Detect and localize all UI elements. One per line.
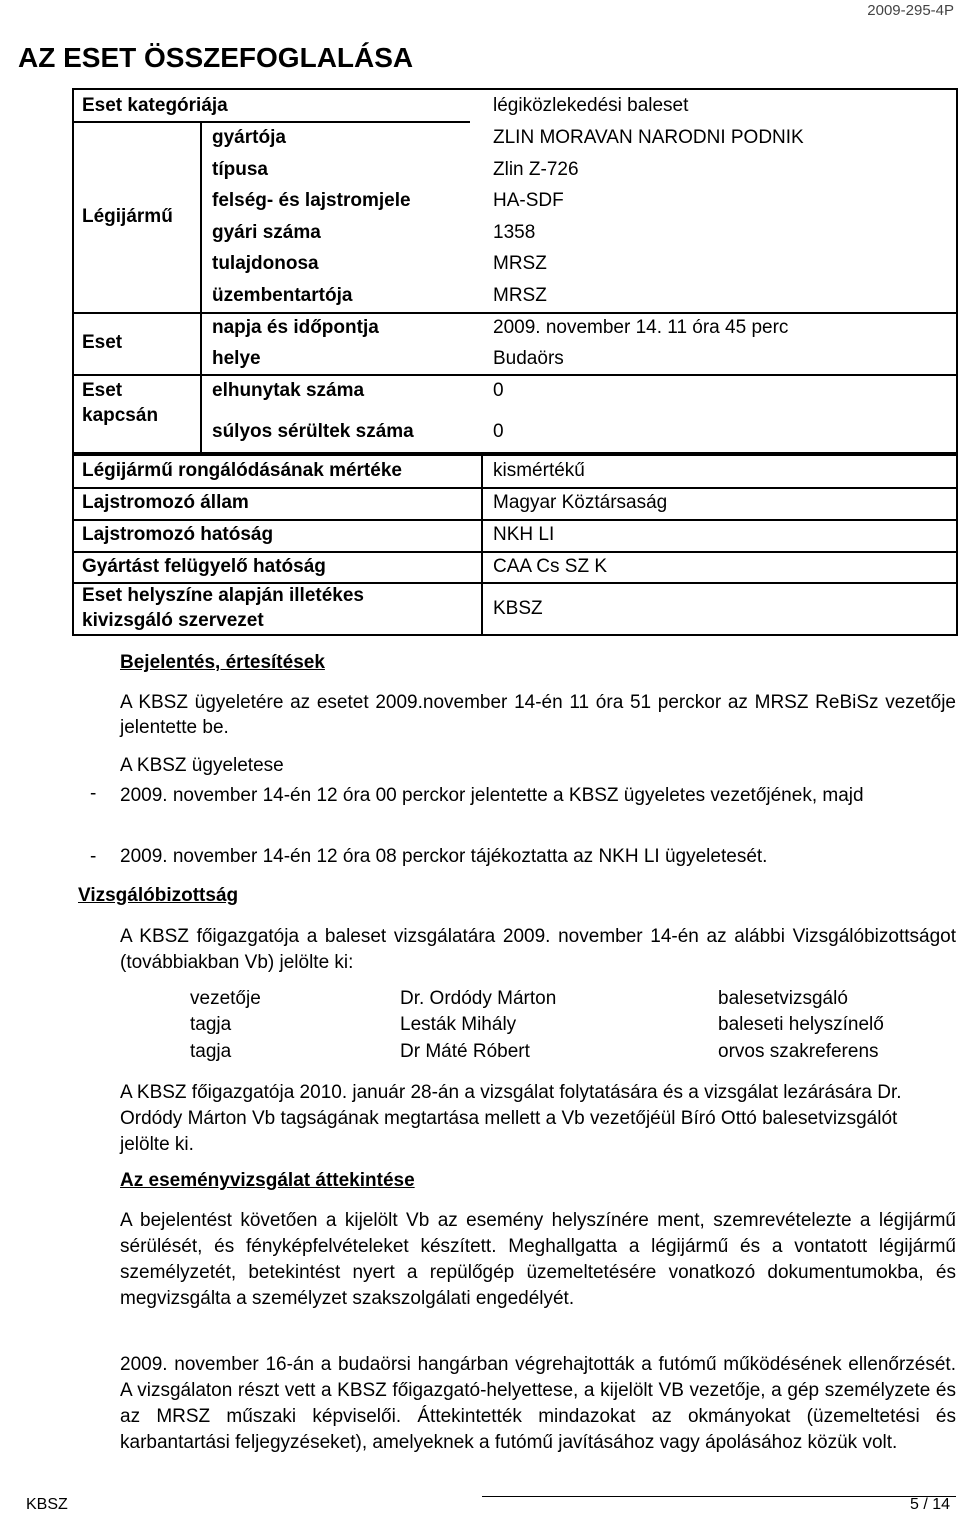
authority-label: kivizsgáló szervezet <box>82 610 264 631</box>
row-value: Zlin Z-726 <box>493 159 579 180</box>
summary-row-divider <box>72 121 470 123</box>
member-name: Dr Máté Róbert <box>400 1041 530 1062</box>
paragraph: 2009. november 16-án a budaörsi hangárban végrehajtották a futómű működésének ellenőrzését. A vizsgálaton részt vett a KBSZ főigazgató-helyettese, a kijelölt VB vezetője, a gép személyzete és az MRSZ műszaki képviselői. Áttekintették mindazokat az okmányokat (üzemeltetési és karbantartási feljegyzéseket), amelyeknek a futómű javításához vagy ápolásához közük volt. <box>120 1354 956 1453</box>
eset-group-label: Eset <box>82 332 123 353</box>
list-bullet: - <box>90 783 97 804</box>
authority-label: Lajstromozó hatóság <box>82 524 274 545</box>
summary-row-divider <box>72 312 958 314</box>
member-title: orvos szakreferens <box>718 1041 879 1062</box>
footer-rule <box>482 1496 956 1497</box>
authority-row-divider <box>72 551 958 553</box>
authority-label: Lajstromozó állam <box>82 492 249 513</box>
row-label: súlyos sérültek száma <box>212 421 414 442</box>
authority-value: CAA Cs SZ K <box>493 556 608 577</box>
row-value: 0 <box>493 380 504 401</box>
row-label: elhunytak száma <box>212 380 365 401</box>
authority-row-divider <box>72 582 958 584</box>
footer-org: KBSZ <box>26 1496 68 1513</box>
paragraph: A KBSZ főigazgatója a baleset vizsgálatára 2009. november 14-én az alábbi Vizsgálóbizottságot (továbbiakban Vb) jelölte ki: <box>120 926 956 973</box>
row-value: 1358 <box>493 222 536 243</box>
member-name: Dr. Ordódy Márton <box>400 988 557 1009</box>
authority-column-divider <box>481 454 483 636</box>
authority-row-divider <box>72 487 958 489</box>
row-label: felség- és lajstromjele <box>212 190 411 211</box>
row-label: tulajdonosa <box>212 253 319 274</box>
authority-value: KBSZ <box>493 598 543 619</box>
authority-value: NKH LI <box>493 524 555 545</box>
page-title: AZ ESET ÖSSZEFOGLALÁSA <box>18 42 414 73</box>
paragraph: A bejelentést követően a kijelölt Vb az esemény helyszínére ment, szemrevételezte a légijármű sérülését, és fényképfelvételeket készített. Meghallgatta a légijármű és a vontatott légijármű személyzetét, betekintést nyert a repülőgép üzemeltetésére vonatkozó dokumentumokba, és megvizsgálta a személyzet szakszolgálati engedélyét. <box>120 1210 956 1309</box>
paragraph: A KBSZ főigazgatója 2010. január 28-án a vizsgálat folytatására és a vizsgálat lezárására Dr. Ordódy Márton Vb tagságának megtartása mellett a Vb vezetőjéül Bíró Ottó balesetvizsgálót jelölte ki. <box>120 1082 902 1155</box>
member-role: tagja <box>190 1014 232 1035</box>
row-value: Budaörs <box>493 348 564 369</box>
authority-row-divider <box>72 519 958 521</box>
row-label: helye <box>212 348 261 369</box>
eset-kategoria-value: légiközlekedési baleset <box>493 95 689 116</box>
kapcsan-group-label: Eset <box>82 380 123 401</box>
authority-label: Légijármű rongálódásának mértéke <box>82 460 402 481</box>
paragraph: A KBSZ ügyeletére az esetet 2009.november 14-én 11 óra 51 perckor az MRSZ ReBiSz vezetője jelentette be. <box>120 692 956 738</box>
member-role: tagja <box>190 1041 232 1062</box>
summary-group-divider <box>200 121 202 454</box>
section-heading-vizsgalobizottsag: Vizsgálóbizottság <box>78 885 239 906</box>
page-number: 5 / 14 <box>909 1496 950 1513</box>
member-role: vezetője <box>190 988 261 1009</box>
authority-label: Gyártást felügyelő hatóság <box>82 556 326 577</box>
row-label: napja és időpontja <box>212 317 379 338</box>
member-name: Lesták Mihály <box>400 1014 517 1035</box>
authority-value: Magyar Köztársaság <box>493 492 668 513</box>
row-label: gyári száma <box>212 222 321 243</box>
member-title: baleseti helyszínelő <box>718 1014 884 1035</box>
section-heading-attekintes: Az eseményvizsgálat áttekintése <box>120 1170 415 1191</box>
row-label: üzembentartója <box>212 285 353 306</box>
row-value: ZLIN MORAVAN NARODNI PODNIK <box>493 127 804 148</box>
authority-label: Eset helyszíne alapján illetékes <box>82 585 364 606</box>
legijarmu-group-label: Légijármű <box>82 206 173 227</box>
row-value: HA-SDF <box>493 190 564 211</box>
member-title: balesetvizsgáló <box>718 988 848 1009</box>
section-heading-bejelentes: Bejelentés, értesítések <box>120 652 325 673</box>
summary-row-divider <box>72 374 958 376</box>
list-item: 2009. november 14-én 12 óra 08 perckor tájékoztatta az NKH LI ügyeletesét. <box>120 846 768 867</box>
row-label: gyártója <box>212 127 286 148</box>
list-item: 2009. november 14-én 12 óra 00 perckor jelentette a KBSZ ügyeletes vezetőjének, majd <box>120 785 864 806</box>
authority-value: kismértékű <box>493 460 585 481</box>
eset-kategoria-label: Eset kategóriája <box>82 95 228 116</box>
row-value: MRSZ <box>493 253 547 274</box>
row-value: MRSZ <box>493 285 547 306</box>
row-value: 0 <box>493 421 504 442</box>
paragraph: A KBSZ ügyeletese <box>120 755 284 776</box>
document-code: 2009-295-4P <box>867 2 954 19</box>
kapcsan-group-label: kapcsán <box>82 405 159 426</box>
list-bullet: - <box>90 846 97 867</box>
row-label: típusa <box>212 159 268 180</box>
row-value: 2009. november 14. 11 óra 45 perc <box>493 317 789 338</box>
